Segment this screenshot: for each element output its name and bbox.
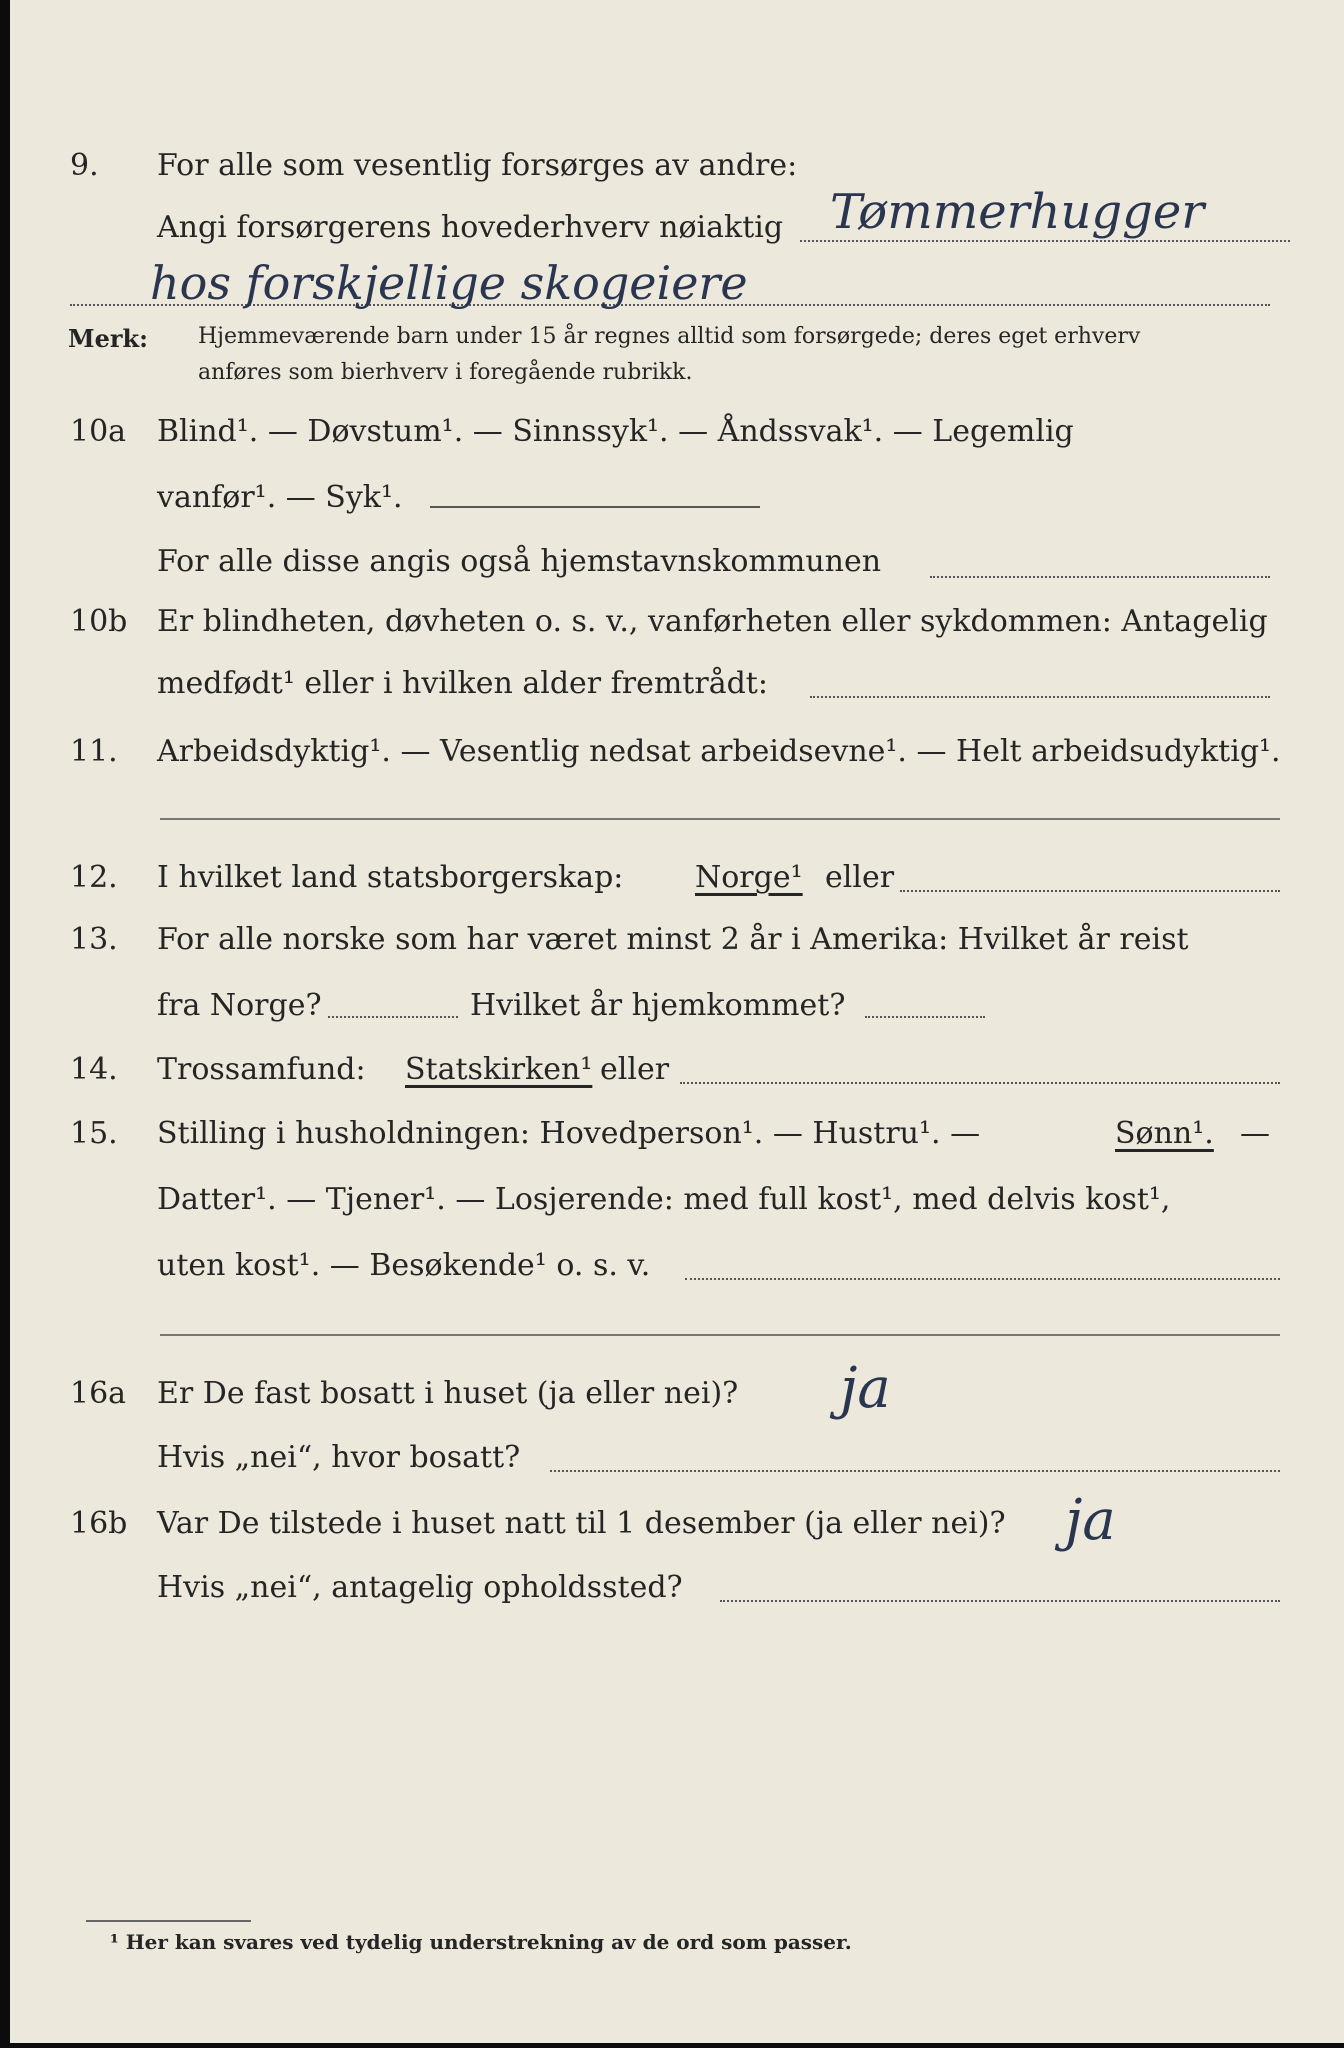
form-page xyxy=(10,0,1344,2043)
underlined-option: Sønn¹. xyxy=(1115,1116,1214,1151)
answer-line xyxy=(430,506,760,508)
footnote xyxy=(70,1930,1290,1974)
answer-line xyxy=(930,576,1270,578)
question-9-line2 xyxy=(70,184,1290,254)
question-number: 10a xyxy=(70,414,127,449)
question-text: Var De tilstede i huset natt til 1 desember (ja eller nei)? xyxy=(157,1506,1006,1541)
note-text: anføres som bierhverv i foregående rubrikk. xyxy=(198,360,693,385)
question-15-line2 xyxy=(70,1182,1290,1226)
question-text: Angi forsørgerens hovederhverv nøiaktig xyxy=(157,210,784,245)
question-number: 12. xyxy=(70,860,118,895)
question-10a-line3 xyxy=(70,544,1290,588)
question-16b-line2 xyxy=(70,1570,1290,1614)
underlined-option: Statskirken¹ xyxy=(405,1052,593,1087)
question-text: For alle norske som har været minst 2 år i Amerika: Hvilket år reist xyxy=(157,922,1189,957)
question-number: 13. xyxy=(70,922,118,957)
note-text: Hjemmeværende barn under 15 år regnes alltid som forsørgede; deres eget erhverv xyxy=(198,324,1141,349)
question-number: 9. xyxy=(70,148,99,183)
question-15-line3 xyxy=(70,1248,1290,1292)
answer-line xyxy=(810,696,1270,698)
question-text: medfødt¹ eller i hvilken alder fremtrådt: xyxy=(157,666,768,701)
question-number: 10b xyxy=(70,604,128,639)
handwritten-answer: Tømmerhugger xyxy=(830,184,1205,240)
question-text: uten kost¹. — Besøkende¹ o. s. v. xyxy=(157,1248,651,1283)
question-text: fra Norge? xyxy=(157,988,322,1023)
question-number: 16b xyxy=(70,1506,128,1541)
question-number: 11. xyxy=(70,734,118,769)
handwritten-answer: ja xyxy=(1065,1488,1116,1553)
question-10a-line2 xyxy=(70,480,1290,524)
question-text: Er De fast bosatt i huset (ja eller nei)? xyxy=(157,1376,739,1411)
question-text: Stilling i husholdningen: Hovedperson¹. — Hustru¹. — xyxy=(157,1116,981,1151)
answer-line xyxy=(328,1016,458,1018)
question-15 xyxy=(70,1116,1290,1160)
handwritten-answer: ja xyxy=(840,1356,891,1421)
answer-line xyxy=(680,1082,1280,1084)
question-16b xyxy=(70,1488,1290,1553)
question-13 xyxy=(70,922,1290,966)
question-text: For alle disse angis også hjemstavnskommunen xyxy=(157,544,882,579)
question-10b-line2 xyxy=(70,666,1290,710)
question-text: Blind¹. — Døvstum¹. — Sinnssyk¹. — Åndssvak¹. — Legemlig xyxy=(157,414,1074,449)
question-13-line2 xyxy=(70,988,1290,1032)
footnote-rule xyxy=(86,1920,251,1922)
question-text: I hvilket land statsborgerskap: xyxy=(157,860,624,895)
question-text: — xyxy=(1240,1116,1270,1151)
question-text: Hvis „nei“, antagelig opholdssted? xyxy=(157,1570,683,1605)
question-14 xyxy=(70,1052,1290,1096)
question-text: For alle som vesentlig forsørges av andre: xyxy=(157,148,798,183)
underlined-option: Norge¹ xyxy=(695,860,803,895)
answer-line xyxy=(685,1278,1280,1280)
answer-line xyxy=(160,818,1280,820)
question-16a xyxy=(70,1356,1290,1421)
handwritten-answer: hos forskjellige skogeiere xyxy=(150,256,748,310)
question-11 xyxy=(70,734,1290,778)
question-12 xyxy=(70,860,1290,904)
question-10b xyxy=(70,604,1290,648)
answer-line xyxy=(550,1470,1280,1472)
question-number: 15. xyxy=(70,1116,118,1151)
question-9-line3 xyxy=(70,256,1290,310)
question-text: eller xyxy=(825,860,895,895)
answer-line xyxy=(865,1016,985,1018)
question-text: vanfør¹. — Syk¹. xyxy=(157,480,403,515)
question-text: Hvis „nei“, hvor bosatt? xyxy=(157,1440,521,1475)
note-merk-line2 xyxy=(70,360,1290,404)
question-text: Er blindheten, døvheten o. s. v., vanførheten eller sykdommen: Antagelig xyxy=(157,604,1268,639)
question-text: Trossamfund: xyxy=(157,1052,366,1087)
question-number: 16a xyxy=(70,1376,127,1411)
answer-line xyxy=(720,1600,1280,1602)
question-text: Datter¹. — Tjener¹. — Losjerende: med full kost¹, med delvis kost¹, xyxy=(157,1182,1171,1217)
question-text: Hvilket år hjemkommet? xyxy=(470,988,846,1023)
question-text: Arbeidsdyktig¹. — Vesentlig nedsat arbeidsevne¹. — Helt arbeidsudyktig¹. xyxy=(157,734,1281,769)
question-10a xyxy=(70,414,1290,458)
answer-line xyxy=(900,890,1280,892)
answer-line xyxy=(800,240,1290,242)
note-label: Merk: xyxy=(68,324,148,353)
question-text: eller xyxy=(600,1052,670,1087)
answer-line xyxy=(160,1334,1280,1336)
question-16a-line2 xyxy=(70,1440,1290,1484)
footnote-text: ¹ Her kan svares ved tydelig understrekning av de ord som passer. xyxy=(110,1930,852,1954)
question-number: 14. xyxy=(70,1052,118,1087)
